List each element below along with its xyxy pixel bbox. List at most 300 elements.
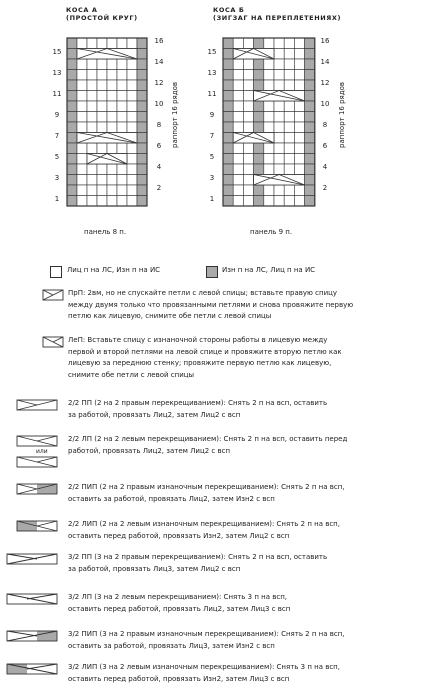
chart-b-cell <box>274 122 284 133</box>
chart-a-cell <box>67 185 77 196</box>
chart-b-cell <box>254 70 264 81</box>
row-number: 15 <box>52 47 62 56</box>
chart-a-cell <box>137 164 147 175</box>
chart-a-cable-cross <box>77 133 137 144</box>
cable-c32r-icon <box>6 553 60 566</box>
chart-a-rapport-label: раппорт 16 рядов <box>171 82 179 148</box>
chart-a-cell <box>127 70 137 81</box>
chart-a-title-line2: (ПРОСТОЙ КРУГ) <box>66 14 138 22</box>
chart-a-cell <box>87 91 97 102</box>
chart-b-cell <box>243 38 253 49</box>
chart-a-cell <box>127 112 137 123</box>
chart-a-cell <box>77 154 87 165</box>
cable-c32rp-icon <box>6 630 60 643</box>
chart-b-cell <box>305 91 315 102</box>
chart-a-cell <box>137 154 147 165</box>
cable-c22rp-icon <box>16 483 70 496</box>
chart-b-cell <box>223 80 233 91</box>
legend-text-line: ЛеП: Вставьте спицу с изнаночной стороны работы в лицевую между <box>68 336 328 344</box>
chart-a-cell <box>127 164 137 175</box>
cable-c32l-icon <box>6 593 60 606</box>
chart-b-title <box>213 6 341 22</box>
chart-a-title <box>66 6 138 22</box>
chart-a-cell <box>107 196 117 207</box>
chart-b-cell <box>305 196 315 207</box>
legend-item-text <box>68 519 423 542</box>
chart-b-cell <box>223 143 233 154</box>
chart-a-cable-cross <box>77 49 137 60</box>
chart-b-cell <box>284 59 294 70</box>
chart-a-cell <box>67 80 77 91</box>
chart-a-cell <box>87 196 97 207</box>
chart-b-cell <box>233 196 243 207</box>
chart-b-cell <box>284 112 294 123</box>
chart-b-cell <box>284 196 294 207</box>
chart-b-cell <box>254 154 264 165</box>
chart-b-cell <box>274 38 284 49</box>
chart-b-cell <box>284 101 294 112</box>
chart-a-cell <box>127 196 137 207</box>
chart-a-cell <box>77 196 87 207</box>
chart-b-cell <box>233 175 243 186</box>
row-number: 12 <box>320 79 330 87</box>
chart-b-cell <box>243 143 253 154</box>
chart-a-cell <box>137 59 147 70</box>
legend-text-line: 3/2 ПП (3 на 2 правым перекрещиванием): Снять 2 п на всп, оставить <box>68 553 328 561</box>
chart-b-cell <box>233 143 243 154</box>
chart-b-cell <box>284 70 294 81</box>
chart-b-cell <box>233 38 243 49</box>
chart-b-cell <box>264 196 274 207</box>
chart-b-cell <box>305 38 315 49</box>
chart-b-cell <box>233 101 243 112</box>
chart-b-cell <box>223 70 233 81</box>
legend-text-line: оставить перед работой, провязать Изн2, затем Лиц3 с всп <box>68 674 290 683</box>
chart-a-cell <box>117 59 127 70</box>
chart-b-cell <box>294 143 304 154</box>
chart-b-cell <box>264 122 274 133</box>
legend-text-line: петлю как лицевую, снимите обе петли с левой спицы <box>68 312 272 320</box>
chart-b-rapport-label: раппорт 16 рядов <box>338 82 346 148</box>
row-number: 15 <box>207 47 217 56</box>
row-number: 10 <box>320 100 330 108</box>
chart-b-cell <box>294 164 304 175</box>
chart-a-cell <box>107 101 117 112</box>
chart-a-cell <box>107 122 117 133</box>
chart-b-cable-cross <box>233 49 274 60</box>
row-number: 5 <box>54 152 60 161</box>
chart-a-cell <box>107 59 117 70</box>
chart-a-cell <box>137 185 147 196</box>
chart-a-cell <box>87 80 97 91</box>
chart-a-cell <box>77 80 87 91</box>
row-number: 1 <box>54 194 60 203</box>
legend-item-text <box>68 482 423 505</box>
chart-a-cell <box>87 175 97 186</box>
chart-a-cell <box>77 38 87 49</box>
row-number: 6 <box>322 142 328 150</box>
chart-b-cell <box>274 154 284 165</box>
chart-b-cell <box>223 112 233 123</box>
chart-a-cell <box>107 175 117 186</box>
chart-a-cell <box>97 143 107 154</box>
chart-b-cell <box>284 49 294 60</box>
chart-a-cell <box>117 91 127 102</box>
chart-b-cell <box>264 143 274 154</box>
chart-b-cell <box>284 133 294 144</box>
chart-a-cell <box>87 70 97 81</box>
chart-b-cell <box>264 80 274 91</box>
chart-a-cell <box>127 80 137 91</box>
row-number: 3 <box>54 173 60 182</box>
chart-b-cable-cross <box>254 175 305 186</box>
chart-b-cell <box>254 112 264 123</box>
chart-b-cell <box>243 164 253 175</box>
chart-b-cell <box>305 175 315 186</box>
chart-a-cell <box>67 122 77 133</box>
chart-b-cell <box>254 143 264 154</box>
chart-b-cell <box>223 38 233 49</box>
chart-a-cell <box>67 196 77 207</box>
chart-a-cell <box>67 49 77 60</box>
chart-b-cell <box>274 185 284 196</box>
chart-b-cell <box>294 80 304 91</box>
chart-a-cell <box>87 38 97 49</box>
chart-b-cell <box>223 185 233 196</box>
chart-a-cell <box>107 164 117 175</box>
chart-a-cell <box>107 143 117 154</box>
chart-b-cell <box>233 154 243 165</box>
chart-a-cell <box>67 59 77 70</box>
chart-b-cell <box>274 133 284 144</box>
chart-b-cell <box>233 164 243 175</box>
chart-b-cell <box>274 101 284 112</box>
chart-b-cell <box>305 112 315 123</box>
chart-b-cell <box>233 112 243 123</box>
chart-a-cell <box>117 38 127 49</box>
legend-item-text <box>68 434 423 457</box>
chart-b-cell <box>223 175 233 186</box>
purl-square-icon <box>206 266 218 278</box>
chart-a-cell <box>97 175 107 186</box>
chart-b-cell <box>264 70 274 81</box>
cable-c22l-alt-icon <box>16 456 70 469</box>
chart-b-cell <box>223 49 233 60</box>
chart-b-cell <box>243 112 253 123</box>
chart-a-panel-label: панель 8 п. <box>84 228 127 236</box>
chart-b-cell <box>294 101 304 112</box>
chart-b-cell <box>305 122 315 133</box>
chart-b-cell <box>284 143 294 154</box>
chart-a-cell <box>107 91 117 102</box>
chart-a-cell <box>137 101 147 112</box>
chart-a-cell <box>117 80 127 91</box>
purl-label: Изн п на ЛС, Лиц п на ИС <box>222 266 316 274</box>
chart-a-cell <box>97 196 107 207</box>
chart-b-cell <box>294 122 304 133</box>
legend-item-text <box>68 629 423 652</box>
ili-label: или <box>36 448 48 455</box>
chart-a-cell <box>137 80 147 91</box>
chart-b-cell <box>243 185 253 196</box>
legend-item-text <box>68 335 423 381</box>
row-number: 6 <box>156 142 162 150</box>
chart-b-cell <box>233 59 243 70</box>
legend-text-line: оставить перед работой, провязать Изн2, затем Лиц2 с всп <box>68 531 290 540</box>
row-number: 13 <box>207 68 217 77</box>
chart-a-cell <box>87 112 97 123</box>
chart-a-grid <box>66 37 150 207</box>
chart-b-cell <box>233 70 243 81</box>
chart-b-cell <box>254 80 264 91</box>
legend-text-line: 3/2 ЛИП (3 на 2 левым изнаночным перекрещиванием): Снять 3 п на всп, <box>68 663 340 671</box>
chart-b-cell <box>294 59 304 70</box>
legend-text-line: работой, провязать Лиц2, затем Лиц2 с всп <box>68 446 231 455</box>
chart-b-cell <box>223 133 233 144</box>
chart-a-cell <box>67 101 77 112</box>
chart-a-cell <box>127 38 137 49</box>
chart-a-cell <box>77 164 87 175</box>
chart-b-cell <box>294 49 304 60</box>
chart-a-cell <box>67 38 77 49</box>
chart-a-cell <box>137 133 147 144</box>
legend-item-text <box>68 662 423 685</box>
chart-b-cable-cross <box>254 91 305 102</box>
chart-b-cell <box>223 122 233 133</box>
chart-b-cell <box>274 80 284 91</box>
legend-text-line: оставить за работой, провязать Лиц2, затем Изн2 с всп <box>68 494 275 503</box>
chart-b-cell <box>264 112 274 123</box>
legend-item-text <box>68 288 423 323</box>
chart-a-cell <box>117 196 127 207</box>
legend-text-line: между двумя только что провязанными петлями и снова провяжите первую <box>68 300 354 309</box>
chart-a-cell <box>77 112 87 123</box>
chart-b-cell <box>223 196 233 207</box>
chart-b-cell <box>294 154 304 165</box>
chart-a-cell <box>107 112 117 123</box>
chart-a-cell <box>117 70 127 81</box>
chart-a-title-line1: КОСА А <box>66 6 98 14</box>
cable-c22lp-icon <box>16 520 70 533</box>
chart-b-cell <box>305 101 315 112</box>
chart-a-cable-cross <box>87 154 127 165</box>
chart-b-cell <box>305 143 315 154</box>
chart-a-cell <box>77 70 87 81</box>
row-number: 14 <box>154 58 164 66</box>
chart-a-cell <box>87 185 97 196</box>
chart-a-cell <box>137 70 147 81</box>
legend-text-line: 2/2 ПП (2 на 2 правым перекрещиванием): Снять 2 п на всп, оставить <box>68 399 328 407</box>
chart-a-cell <box>97 80 107 91</box>
chart-b-cell <box>274 59 284 70</box>
chart-a-cell <box>117 164 127 175</box>
row-number: 7 <box>209 131 215 140</box>
chart-a-cell <box>97 91 107 102</box>
chart-b-cell <box>243 154 253 165</box>
chart-a-cell <box>117 175 127 186</box>
chart-b-cell <box>284 185 294 196</box>
chart-b-cell <box>223 91 233 102</box>
chart-b-cell <box>294 70 304 81</box>
chart-b-cell <box>264 185 274 196</box>
chart-b-cell <box>305 80 315 91</box>
row-number: 2 <box>322 184 328 192</box>
chart-b-panel-label: панель 9 п. <box>250 228 293 236</box>
chart-b-cell <box>274 112 284 123</box>
chart-a-cell <box>77 59 87 70</box>
chart-a-cell <box>67 133 77 144</box>
cable-c32lp-icon <box>6 663 60 676</box>
chart-a-cell <box>87 143 97 154</box>
chart-a-cell <box>97 185 107 196</box>
chart-b-cell <box>284 164 294 175</box>
chart-a-cell <box>87 101 97 112</box>
row-number: 4 <box>322 163 328 171</box>
chart-b-cell <box>264 101 274 112</box>
row-number: 9 <box>209 110 215 119</box>
row-number: 16 <box>154 37 164 45</box>
chart-a-cell <box>77 101 87 112</box>
chart-b-cell <box>243 59 253 70</box>
chart-a-cell <box>97 59 107 70</box>
chart-b-cell <box>243 91 253 102</box>
chart-a-cell <box>127 122 137 133</box>
chart-a-cell <box>67 164 77 175</box>
legend-item-text <box>68 592 423 615</box>
chart-b-cell <box>305 164 315 175</box>
chart-a-cell <box>77 122 87 133</box>
chart-a-cell <box>127 101 137 112</box>
chart-b-cell <box>254 122 264 133</box>
chart-b-cell <box>233 185 243 196</box>
legend-text-line: 2/2 ЛИП (2 на 2 левым изнаночным перекрещиванием): Снять 2 п на всп, <box>68 520 340 528</box>
chart-a-cell <box>67 154 77 165</box>
chart-a-cell <box>127 59 137 70</box>
chart-a-cell <box>137 196 147 207</box>
chart-a-cell <box>127 91 137 102</box>
chart-b-cell <box>223 164 233 175</box>
chart-a-cell <box>127 185 137 196</box>
chart-a-cell <box>127 143 137 154</box>
chart-b-cell <box>223 101 233 112</box>
chart-a-cell <box>117 143 127 154</box>
row-number: 1 <box>209 194 215 203</box>
chart-a-cell <box>137 91 147 102</box>
chart-a-cell <box>107 38 117 49</box>
chart-a-cell <box>97 101 107 112</box>
cable-c22r-icon <box>16 399 70 412</box>
chart-b-cell <box>243 70 253 81</box>
row-number: 9 <box>54 110 60 119</box>
chart-a-cell <box>67 112 77 123</box>
chart-a-cell <box>127 154 137 165</box>
chart-b-cell <box>254 164 264 175</box>
chart-a-cell <box>87 59 97 70</box>
row-number: 13 <box>52 68 62 77</box>
row-number: 12 <box>154 79 164 87</box>
chart-b-cell <box>243 80 253 91</box>
chart-a-cell <box>127 175 137 186</box>
chart-b-cell <box>264 59 274 70</box>
chart-a-cell <box>97 164 107 175</box>
legend-text-line: 2/2 ПИП (2 на 2 правым изнаночным перекрещиванием): Снять 2 п на всп, <box>68 483 345 491</box>
chart-b-cell <box>284 38 294 49</box>
chart-a-cell <box>107 80 117 91</box>
legend-text-line: снимите обе петли с левой спицы <box>68 370 195 379</box>
chart-a-cell <box>117 112 127 123</box>
chart-b-cell <box>284 80 294 91</box>
chart-a-cell <box>137 175 147 186</box>
chart-a-cell <box>97 38 107 49</box>
chart-a-cell <box>67 175 77 186</box>
chart-b-cell <box>254 59 264 70</box>
row-number: 7 <box>54 131 60 140</box>
chart-a-cell <box>77 185 87 196</box>
chart-b-cell <box>254 38 264 49</box>
chart-b-cell <box>305 154 315 165</box>
chart-b-cell <box>223 154 233 165</box>
chart-b-cell <box>284 154 294 165</box>
legend-text-line: оставить перед работой, провязать Лиц2, затем Лиц3 с всп <box>68 604 291 613</box>
chart-b-cell <box>264 38 274 49</box>
row-number: 4 <box>156 163 162 171</box>
chart-b-cell <box>264 154 274 165</box>
chart-a-cell <box>107 185 117 196</box>
chart-a-cell <box>67 143 77 154</box>
chart-b-cell <box>254 101 264 112</box>
chart-a-cell <box>117 101 127 112</box>
chart-a-cell <box>97 70 107 81</box>
row-number: 11 <box>207 89 217 98</box>
chart-b-cell <box>274 196 284 207</box>
chart-b-cable-cross <box>233 133 274 144</box>
chart-a-cell <box>117 122 127 133</box>
chart-a-cell <box>137 143 147 154</box>
chart-b-cell <box>305 185 315 196</box>
row-number: 8 <box>156 121 162 129</box>
chart-b-cell <box>305 133 315 144</box>
chart-b-cell <box>254 196 264 207</box>
chart-b-cell <box>274 164 284 175</box>
legend-text-line: 3/2 ЛП (3 на 2 левым перекрещиванием): Снять 3 п на всп, <box>68 593 288 601</box>
chart-a-cell <box>137 122 147 133</box>
legend-item-text <box>68 398 423 421</box>
chart-b-cell <box>305 70 315 81</box>
chart-b-cell <box>243 175 253 186</box>
row-number: 5 <box>209 152 215 161</box>
chart-b-cell <box>274 70 284 81</box>
chart-b-cell <box>305 49 315 60</box>
chart-a-cell <box>117 185 127 196</box>
chart-b-cell <box>233 91 243 102</box>
row-number: 11 <box>52 89 62 98</box>
row-number: 14 <box>320 58 330 66</box>
chart-b-cell <box>294 112 304 123</box>
chart-a-cell <box>97 112 107 123</box>
legend-text-line: ПрП: 2вм, но не спускайте петли с левой спицы; вставьте правую спицу <box>68 289 338 297</box>
chart-a-cell <box>97 122 107 133</box>
chart-b-cell <box>294 38 304 49</box>
chart-b-cell <box>274 143 284 154</box>
row-number: 3 <box>209 173 215 182</box>
chart-a-cell <box>77 143 87 154</box>
chart-a-cell <box>87 164 97 175</box>
knit-square-icon <box>50 266 62 278</box>
chart-b-cell <box>294 196 304 207</box>
legend-text-line: первой и второй петлями на левой спице и провяжите вторую петлю как <box>68 347 342 356</box>
legend-text-line: 3/2 ПИП (3 на 2 правым изнаночным перекрещиванием): Снять 2 п на всп, <box>68 630 345 638</box>
chart-b-title-line2: (ЗИГЗАГ НА ПЕРЕПЛЕТЕНИЯХ) <box>213 14 342 22</box>
